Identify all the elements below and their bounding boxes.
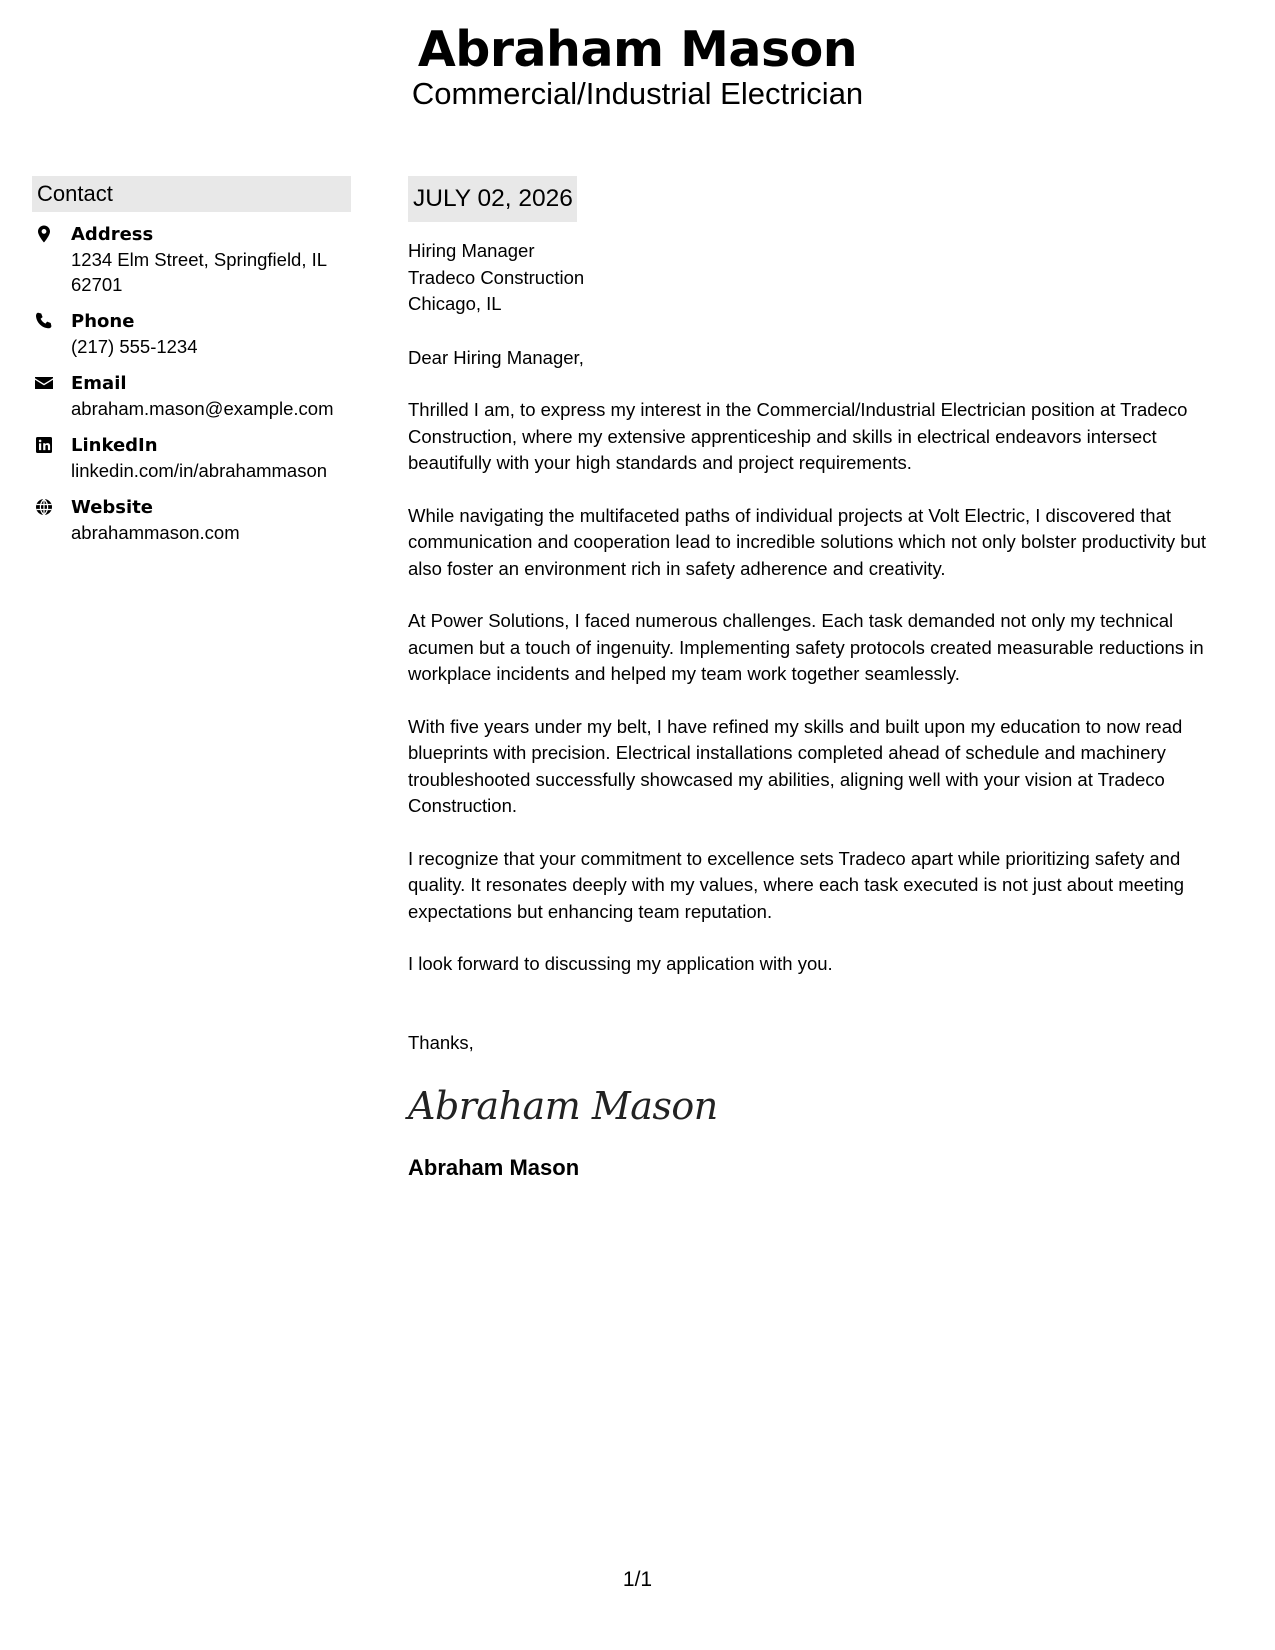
- linkedin-icon: [34, 435, 54, 455]
- contact-item-phone: [32, 309, 351, 359]
- contact-list: [32, 222, 351, 545]
- applicant-name: Abraham Mason: [417, 21, 858, 78]
- signer-name: Abraham Mason: [408, 1155, 580, 1180]
- recipient-location: Chicago, IL: [408, 293, 502, 314]
- contact-section-title: Contact: [32, 176, 351, 212]
- contact-sidebar: [32, 176, 351, 557]
- linkedin-label: LinkedIn: [71, 435, 158, 456]
- recipient-company: Tradeco Construction: [408, 266, 585, 288]
- page-indicator: 1/1: [622, 1568, 653, 1591]
- email-label: Email: [71, 373, 127, 394]
- globe-icon: [34, 497, 54, 517]
- applicant-role: Commercial/Industrial Electrician: [411, 76, 864, 111]
- phone-icon: [34, 311, 54, 331]
- letter-body: [408, 176, 1238, 1182]
- contact-item-address: [32, 222, 351, 297]
- envelope-icon: [34, 373, 54, 393]
- map-pin-icon: [34, 224, 54, 244]
- website-value: abrahammason.com: [71, 522, 240, 543]
- email-value: abraham.mason@example.com: [71, 398, 334, 419]
- paragraph-4: With five years under my belt, I have refined my skills and built upon my education to now read blueprints with precision. Electrical installations completed ahead of schedule and machinery troubleshooted successfully showcased my abilities, aligning well with your vision at Tradeco Construction.: [408, 715, 1183, 816]
- letter-header: [0, 18, 1275, 112]
- linkedin-value: linkedin.com/in/abrahammason: [71, 460, 328, 481]
- paragraph-6: I look forward to discussing my application with you.: [408, 953, 833, 974]
- paragraph-3: At Power Solutions, I faced numerous challenges. Each task demanded not only my technical acumen but a touch of ingenuity. Implementing safety protocols created measurable reductions in workplace incidents and helped my team work together seamlessly.: [408, 610, 1204, 684]
- contact-item-linkedin: [32, 433, 351, 483]
- letter-date: JULY 02, 2026: [408, 176, 577, 222]
- paragraph-5: I recognize that your commitment to excellence sets Tradeco apart while prioritizing safety and quality. It resonates deeply with my values, where each task executed is not just about meeting expectations but enhancing team reputation.: [408, 847, 1185, 922]
- address-value: 1234 Elm Street, Springfield, IL 62701: [71, 249, 327, 295]
- paragraph-1: Thrilled I am, to express my interest in the Commercial/Industrial Electrician position at Tradeco Construction, where my extensive apprenticeship and skills in electrical endeavors intersect beautifully with your high standards and project requirements.: [408, 399, 1188, 473]
- recipient-title: Hiring Manager: [408, 240, 535, 261]
- recipient-block: [408, 238, 1238, 318]
- website-label: Website: [71, 497, 154, 518]
- contact-item-email: [32, 371, 351, 421]
- contact-item-website: [32, 495, 351, 545]
- handwritten-signature: Abraham Mason: [408, 1084, 718, 1128]
- closing: Thanks,: [408, 1031, 474, 1053]
- address-label: Address: [71, 224, 154, 245]
- salutation: Dear Hiring Manager,: [408, 346, 584, 368]
- phone-value: (217) 555-1234: [71, 336, 198, 357]
- paragraph-2: While navigating the multifaceted paths of individual projects at Volt Electric, I discovered that communication and cooperation lead to incredible solutions which not only bolster productivity but also foster an environment rich in safety adherence and creativity.: [408, 504, 1207, 579]
- phone-label: Phone: [71, 311, 135, 332]
